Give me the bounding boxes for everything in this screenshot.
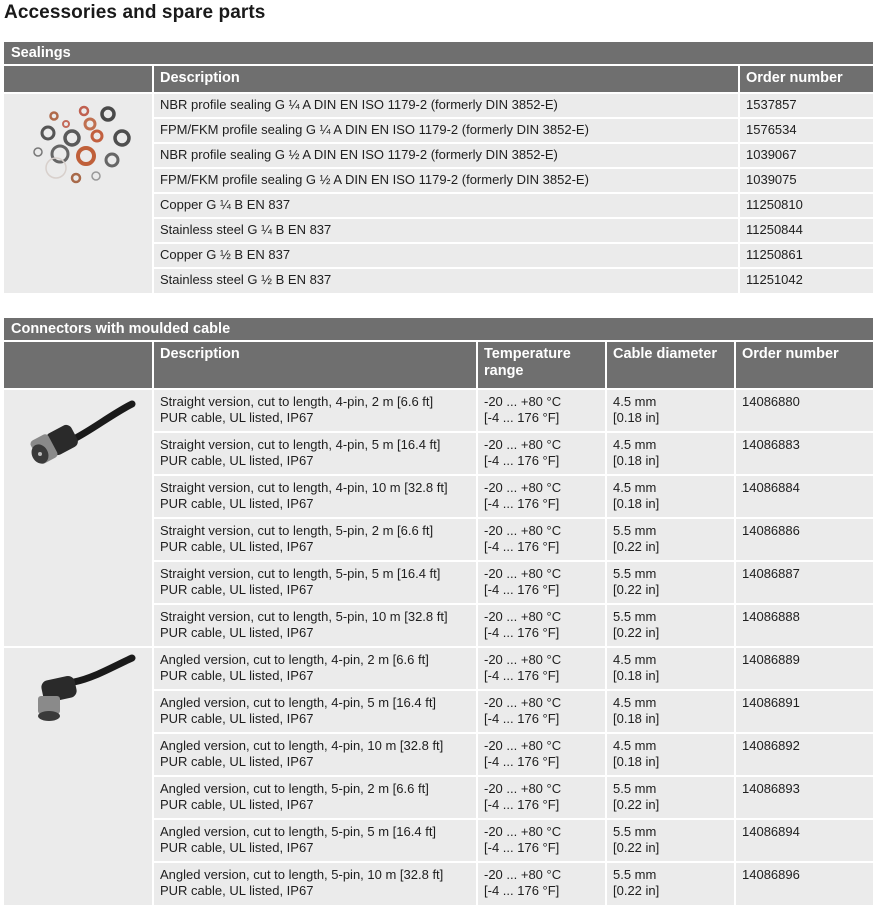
connector-temperature: -20 ... +80 °C [-4 ... 176 °F] [477, 389, 606, 432]
connector-cable-diameter: 4.5 mm [0.18 in] [606, 690, 735, 733]
connector-order-number: 14086893 [735, 776, 873, 819]
connector-order-number: 14086888 [735, 604, 873, 647]
connector-order-number: 14086889 [735, 647, 873, 690]
connector-order-number: 14086894 [735, 819, 873, 862]
connector-cable-diameter: 5.5 mm [0.22 in] [606, 604, 735, 647]
sealing-description: Stainless steel G ¼ B EN 837 [153, 218, 739, 243]
connector-description: Angled version, cut to length, 5-pin, 2 m [6.6 ft] PUR cable, UL listed, IP67 [153, 776, 477, 819]
connector-temperature: -20 ... +80 °C [-4 ... 176 °F] [477, 561, 606, 604]
connector-temperature: -20 ... +80 °C [-4 ... 176 °F] [477, 475, 606, 518]
connector-temperature: -20 ... +80 °C [-4 ... 176 °F] [477, 604, 606, 647]
angled-connector-image [4, 647, 153, 905]
connectors-table [4, 340, 873, 905]
sealing-rings-icon [4, 94, 153, 302]
connectors-description-header: Description [153, 341, 477, 389]
sealing-order-number: 1537857 [739, 93, 873, 118]
connector-temperature: -20 ... +80 °C [-4 ... 176 °F] [477, 647, 606, 690]
connector-cable-diameter: 4.5 mm [0.18 in] [606, 389, 735, 432]
sealing-description: NBR profile sealing G ½ A DIN EN ISO 1179-2 (formerly DIN 3852-E) [153, 143, 739, 168]
connector-temperature: -20 ... +80 °C [-4 ... 176 °F] [477, 432, 606, 475]
connector-description: Straight version, cut to length, 5-pin, 10 m [32.8 ft] PUR cable, UL listed, IP67 [153, 604, 477, 647]
connector-cable-diameter: 4.5 mm [0.18 in] [606, 432, 735, 475]
connector-cable-diameter: 4.5 mm [0.18 in] [606, 733, 735, 776]
connector-cable-diameter: 4.5 mm [0.18 in] [606, 475, 735, 518]
connector-cable-diameter: 5.5 mm [0.22 in] [606, 819, 735, 862]
connector-description: Straight version, cut to length, 5-pin, 2 m [6.6 ft] PUR cable, UL listed, IP67 [153, 518, 477, 561]
connectors-cable-header: Cable diameter [606, 341, 735, 389]
connector-description: Straight version, cut to length, 4-pin, 2 m [6.6 ft] PUR cable, UL listed, IP67 [153, 389, 477, 432]
sealing-description: FPM/FKM profile sealing G ½ A DIN EN ISO 1179-2 (formerly DIN 3852-E) [153, 168, 739, 193]
connector-order-number: 14086892 [735, 733, 873, 776]
connectors-order-header: Order number [735, 341, 873, 389]
connector-order-number: 14086880 [735, 389, 873, 432]
connector-order-number: 14086891 [735, 690, 873, 733]
connector-cable-diameter: 5.5 mm [0.22 in] [606, 518, 735, 561]
connector-description: Angled version, cut to length, 5-pin, 10 m [32.8 ft] PUR cable, UL listed, IP67 [153, 862, 477, 905]
connector-order-number: 14086884 [735, 475, 873, 518]
connector-row [4, 389, 873, 432]
connector-description: Straight version, cut to length, 5-pin, 5 m [16.4 ft] PUR cable, UL listed, IP67 [153, 561, 477, 604]
sealings-table [4, 64, 873, 293]
connector-description: Straight version, cut to length, 4-pin, 5 m [16.4 ft] PUR cable, UL listed, IP67 [153, 432, 477, 475]
connector-description: Angled version, cut to length, 4-pin, 5 m [16.4 ft] PUR cable, UL listed, IP67 [153, 690, 477, 733]
sealing-order-number: 11251042 [739, 268, 873, 293]
connector-description: Straight version, cut to length, 4-pin, 10 m [32.8 ft] PUR cable, UL listed, IP67 [153, 475, 477, 518]
sealing-order-number: 1039067 [739, 143, 873, 168]
sealings-image-header [4, 65, 153, 93]
connector-cable-diameter: 5.5 mm [0.22 in] [606, 561, 735, 604]
straight-connector-image [4, 389, 153, 647]
connector-cable-diameter: 5.5 mm [0.22 in] [606, 776, 735, 819]
sealing-description: Stainless steel G ½ B EN 837 [153, 268, 739, 293]
connector-temperature: -20 ... +80 °C [-4 ... 176 °F] [477, 776, 606, 819]
connectors-section-title: Connectors with moulded cable [4, 318, 873, 340]
sealing-order-number: 1039075 [739, 168, 873, 193]
connector-order-number: 14086887 [735, 561, 873, 604]
sealing-row [4, 93, 873, 118]
connectors-image-header [4, 341, 153, 389]
connector-row [4, 647, 873, 690]
connector-temperature: -20 ... +80 °C [-4 ... 176 °F] [477, 862, 606, 905]
sealing-description: Copper G ¼ B EN 837 [153, 193, 739, 218]
sealing-order-number: 11250844 [739, 218, 873, 243]
connector-cable-diameter: 5.5 mm [0.22 in] [606, 862, 735, 905]
connector-order-number: 14086896 [735, 862, 873, 905]
connector-order-number: 14086886 [735, 518, 873, 561]
angled-connector-icon [4, 648, 153, 728]
sealing-order-number: 1576534 [739, 118, 873, 143]
connector-description: Angled version, cut to length, 4-pin, 10 m [32.8 ft] PUR cable, UL listed, IP67 [153, 733, 477, 776]
straight-connector-icon [4, 390, 153, 470]
sealings-image [4, 93, 153, 293]
connector-description: Angled version, cut to length, 5-pin, 5 m [16.4 ft] PUR cable, UL listed, IP67 [153, 819, 477, 862]
connector-description: Angled version, cut to length, 4-pin, 2 m [6.6 ft] PUR cable, UL listed, IP67 [153, 647, 477, 690]
connector-order-number: 14086883 [735, 432, 873, 475]
connector-temperature: -20 ... +80 °C [-4 ... 176 °F] [477, 690, 606, 733]
sealing-description: Copper G ½ B EN 837 [153, 243, 739, 268]
connector-cable-diameter: 4.5 mm [0.18 in] [606, 647, 735, 690]
connector-temperature: -20 ... +80 °C [-4 ... 176 °F] [477, 733, 606, 776]
sealing-description: NBR profile sealing G ¼ A DIN EN ISO 1179-2 (formerly DIN 3852-E) [153, 93, 739, 118]
sealings-description-header: Description [153, 65, 739, 93]
page-title: Accessories and spare parts [4, 2, 266, 23]
sealing-order-number: 11250810 [739, 193, 873, 218]
sealing-description: FPM/FKM profile sealing G ¼ A DIN EN ISO 1179-2 (formerly DIN 3852-E) [153, 118, 739, 143]
sealing-order-number: 11250861 [739, 243, 873, 268]
connector-temperature: -20 ... +80 °C [-4 ... 176 °F] [477, 819, 606, 862]
connectors-temperature-header: Temperature range [477, 341, 606, 389]
connector-temperature: -20 ... +80 °C [-4 ... 176 °F] [477, 518, 606, 561]
sealings-section-title: Sealings [4, 42, 873, 64]
sealings-order-header: Order number [739, 65, 873, 93]
